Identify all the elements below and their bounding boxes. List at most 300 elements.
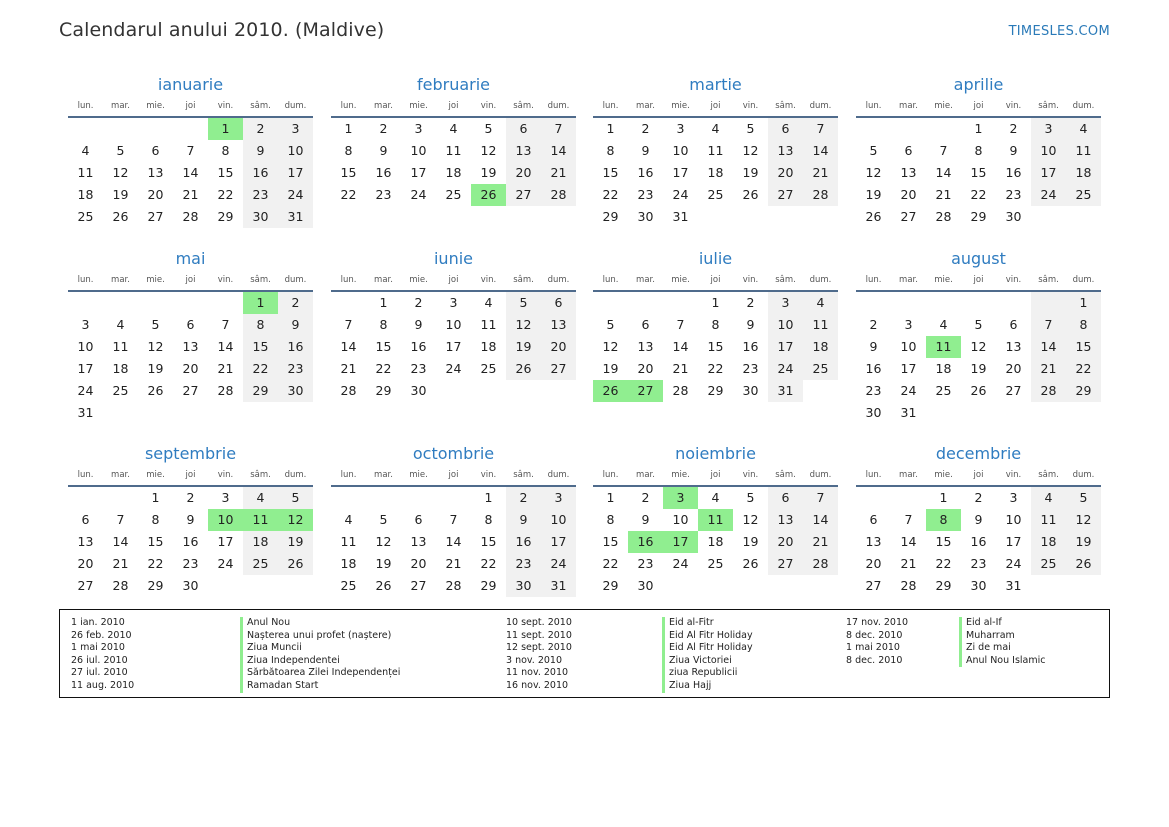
day-cell[interactable]: 9 [414, 317, 423, 332]
day-cell[interactable]: 5 [606, 317, 615, 332]
day-cell[interactable]: 28 [340, 383, 357, 398]
day-cell[interactable]: 23 [375, 187, 392, 202]
day-cell[interactable]: 16 [742, 339, 759, 354]
day-cell[interactable]: 17 [278, 162, 313, 184]
day-cell[interactable]: 9 [186, 512, 195, 527]
day-cell[interactable]: 6 [768, 487, 803, 509]
day-cell[interactable]: 29 [243, 380, 278, 402]
day-cell[interactable]: 24 [541, 553, 576, 575]
day-cell[interactable]: 16 [182, 534, 199, 549]
day-cell[interactable]: 6 [414, 512, 423, 527]
day-cell[interactable]: 29 [602, 578, 619, 593]
day-cell[interactable]: 5 [379, 512, 388, 527]
day-cell[interactable]: 8 [711, 317, 720, 332]
day-cell[interactable]: 16 [375, 165, 392, 180]
day-cell[interactable]: 31 [900, 405, 917, 420]
day-cell[interactable]: 12 [865, 165, 882, 180]
day-cell[interactable]: 13 [637, 339, 654, 354]
day-cell[interactable]: 15 [243, 336, 278, 358]
day-cell[interactable]: 1 [344, 121, 353, 136]
day-cell[interactable]: 1 [974, 121, 983, 136]
day-cell[interactable]: 30 [970, 578, 987, 593]
day-cell[interactable]: 9 [746, 317, 755, 332]
day-cell[interactable]: 12 [602, 339, 619, 354]
day-cell[interactable]: 31 [768, 380, 803, 402]
day-cell[interactable]: 7 [221, 317, 230, 332]
day-cell[interactable]: 22 [147, 556, 164, 571]
day-cell[interactable]: 29 [217, 209, 234, 224]
day-cell[interactable]: 14 [935, 165, 952, 180]
day-cell[interactable]: 28 [217, 383, 234, 398]
day-cell[interactable]: 22 [243, 358, 278, 380]
day-cell[interactable]: 13 [768, 140, 803, 162]
day-cell[interactable]: 27 [900, 209, 917, 224]
day-cell[interactable]: 6 [768, 118, 803, 140]
day-cell[interactable]: 25 [77, 209, 94, 224]
day-cell[interactable]: 10 [1031, 140, 1066, 162]
day-cell[interactable]: 7 [1031, 314, 1066, 336]
day-cell[interactable]: 22 [602, 187, 619, 202]
day-cell[interactable]: 21 [672, 361, 689, 376]
day-cell[interactable]: 12 [278, 509, 313, 531]
day-cell[interactable]: 2 [869, 317, 878, 332]
day-cell[interactable]: 25 [1031, 553, 1066, 575]
day-cell[interactable]: 12 [1066, 509, 1101, 531]
day-cell[interactable]: 21 [340, 361, 357, 376]
day-cell[interactable]: 25 [707, 556, 724, 571]
day-cell[interactable]: 7 [344, 317, 353, 332]
day-cell[interactable]: 13 [541, 314, 576, 336]
day-cell[interactable]: 30 [1005, 209, 1022, 224]
day-cell[interactable]: 9 [278, 314, 313, 336]
day-cell[interactable]: 28 [182, 209, 199, 224]
day-cell[interactable]: 15 [935, 534, 952, 549]
day-cell[interactable]: 19 [742, 165, 759, 180]
day-cell[interactable]: 29 [147, 578, 164, 593]
day-cell[interactable]: 8 [243, 314, 278, 336]
day-cell[interactable]: 8 [484, 512, 493, 527]
day-cell[interactable]: 26 [593, 380, 628, 402]
day-cell[interactable]: 2 [641, 121, 650, 136]
day-cell[interactable]: 25 [445, 187, 462, 202]
day-cell[interactable]: 15 [602, 165, 619, 180]
day-cell[interactable]: 23 [506, 553, 541, 575]
day-cell[interactable]: 24 [278, 184, 313, 206]
day-cell[interactable]: 1 [711, 295, 720, 310]
day-cell[interactable]: 19 [480, 165, 497, 180]
day-cell[interactable]: 25 [935, 383, 952, 398]
day-cell[interactable]: 19 [506, 336, 541, 358]
day-cell[interactable]: 18 [112, 361, 129, 376]
day-cell[interactable]: 6 [81, 512, 90, 527]
day-cell[interactable]: 24 [77, 383, 94, 398]
day-cell[interactable]: 19 [742, 534, 759, 549]
day-cell[interactable]: 5 [1066, 487, 1101, 509]
day-cell[interactable]: 10 [445, 317, 462, 332]
day-cell[interactable]: 8 [221, 143, 230, 158]
day-cell[interactable]: 9 [641, 512, 650, 527]
day-cell[interactable]: 3 [768, 292, 803, 314]
day-cell[interactable]: 20 [768, 162, 803, 184]
day-cell[interactable]: 2 [746, 295, 755, 310]
day-cell[interactable]: 7 [939, 143, 948, 158]
day-cell[interactable]: 30 [243, 206, 278, 228]
day-cell[interactable]: 30 [278, 380, 313, 402]
day-cell[interactable]: 7 [803, 487, 838, 509]
day-cell[interactable]: 12 [742, 143, 759, 158]
day-cell[interactable]: 30 [865, 405, 882, 420]
day-cell[interactable]: 16 [637, 165, 654, 180]
day-cell[interactable]: 1 [243, 292, 278, 314]
day-cell[interactable]: 26 [375, 578, 392, 593]
day-cell[interactable]: 22 [480, 556, 497, 571]
day-cell[interactable]: 8 [1066, 314, 1101, 336]
day-cell[interactable]: 21 [112, 556, 129, 571]
day-cell[interactable]: 25 [340, 578, 357, 593]
day-cell[interactable]: 22 [935, 556, 952, 571]
day-cell[interactable]: 13 [410, 534, 427, 549]
day-cell[interactable]: 8 [379, 317, 388, 332]
day-cell[interactable]: 24 [900, 383, 917, 398]
day-cell[interactable]: 27 [768, 184, 803, 206]
day-cell[interactable]: 11 [340, 534, 357, 549]
day-cell[interactable]: 7 [803, 118, 838, 140]
day-cell[interactable]: 3 [904, 317, 913, 332]
day-cell[interactable]: 12 [970, 339, 987, 354]
day-cell[interactable]: 14 [803, 140, 838, 162]
day-cell[interactable]: 13 [147, 165, 164, 180]
day-cell[interactable]: 11 [77, 165, 94, 180]
day-cell[interactable]: 30 [182, 578, 199, 593]
day-cell[interactable]: 3 [81, 317, 90, 332]
day-cell[interactable]: 27 [768, 553, 803, 575]
day-cell[interactable]: 10 [768, 314, 803, 336]
day-cell[interactable]: 21 [900, 556, 917, 571]
day-cell[interactable]: 24 [410, 187, 427, 202]
day-cell[interactable]: 24 [672, 187, 689, 202]
day-cell[interactable]: 14 [672, 339, 689, 354]
day-cell[interactable]: 24 [445, 361, 462, 376]
day-cell[interactable]: 5 [484, 121, 493, 136]
day-cell[interactable]: 16 [506, 531, 541, 553]
day-cell[interactable]: 27 [865, 578, 882, 593]
day-cell[interactable]: 19 [1066, 531, 1101, 553]
day-cell[interactable]: 23 [243, 184, 278, 206]
day-cell[interactable]: 18 [1066, 162, 1101, 184]
day-cell[interactable]: 11 [698, 509, 733, 531]
day-cell[interactable]: 18 [243, 531, 278, 553]
day-cell[interactable]: 10 [1005, 512, 1022, 527]
day-cell[interactable]: 23 [865, 383, 882, 398]
day-cell[interactable]: 27 [410, 578, 427, 593]
day-cell[interactable]: 26 [278, 553, 313, 575]
day-cell[interactable]: 16 [865, 361, 882, 376]
day-cell[interactable]: 8 [974, 143, 983, 158]
day-cell[interactable]: 7 [676, 317, 685, 332]
day-cell[interactable]: 28 [935, 209, 952, 224]
day-cell[interactable]: 3 [663, 487, 698, 509]
day-cell[interactable]: 4 [116, 317, 125, 332]
day-cell[interactable]: 30 [410, 383, 427, 398]
day-cell[interactable]: 23 [742, 361, 759, 376]
day-cell[interactable]: 21 [541, 162, 576, 184]
day-cell[interactable]: 17 [1031, 162, 1066, 184]
day-cell[interactable]: 29 [707, 383, 724, 398]
day-cell[interactable]: 17 [672, 165, 689, 180]
day-cell[interactable]: 4 [484, 295, 493, 310]
day-cell[interactable]: 29 [970, 209, 987, 224]
day-cell[interactable]: 3 [1031, 118, 1066, 140]
day-cell[interactable]: 27 [506, 184, 541, 206]
day-cell[interactable]: 24 [672, 556, 689, 571]
day-cell[interactable]: 31 [1005, 578, 1022, 593]
day-cell[interactable]: 9 [243, 140, 278, 162]
day-cell[interactable]: 3 [278, 118, 313, 140]
day-cell[interactable]: 20 [506, 162, 541, 184]
day-cell[interactable]: 21 [182, 187, 199, 202]
day-cell[interactable]: 13 [1005, 339, 1022, 354]
day-cell[interactable]: 27 [77, 578, 94, 593]
day-cell[interactable]: 26 [112, 209, 129, 224]
day-cell[interactable]: 7 [904, 512, 913, 527]
day-cell[interactable]: 1 [606, 490, 615, 505]
day-cell[interactable]: 25 [803, 358, 838, 380]
day-cell[interactable]: 21 [803, 531, 838, 553]
day-cell[interactable]: 2 [414, 295, 423, 310]
day-cell[interactable]: 14 [445, 534, 462, 549]
day-cell[interactable]: 26 [742, 556, 759, 571]
day-cell[interactable]: 22 [602, 556, 619, 571]
day-cell[interactable]: 12 [147, 339, 164, 354]
day-cell[interactable]: 10 [541, 509, 576, 531]
day-cell[interactable]: 10 [278, 140, 313, 162]
day-cell[interactable]: 23 [970, 556, 987, 571]
day-cell[interactable]: 5 [506, 292, 541, 314]
day-cell[interactable]: 22 [375, 361, 392, 376]
day-cell[interactable]: 4 [344, 512, 353, 527]
day-cell[interactable]: 20 [147, 187, 164, 202]
day-cell[interactable]: 1 [606, 121, 615, 136]
day-cell[interactable]: 16 [628, 531, 663, 553]
day-cell[interactable]: 25 [480, 361, 497, 376]
day-cell[interactable]: 16 [410, 339, 427, 354]
day-cell[interactable]: 28 [803, 553, 838, 575]
brand-link[interactable]: TIMESLES.COM [1008, 24, 1110, 39]
day-cell[interactable]: 20 [1005, 361, 1022, 376]
day-cell[interactable]: 22 [707, 361, 724, 376]
day-cell[interactable]: 5 [151, 317, 160, 332]
day-cell[interactable]: 14 [1031, 336, 1066, 358]
day-cell[interactable]: 17 [900, 361, 917, 376]
day-cell[interactable]: 21 [445, 556, 462, 571]
day-cell[interactable]: 19 [147, 361, 164, 376]
day-cell[interactable]: 13 [506, 140, 541, 162]
day-cell[interactable]: 19 [970, 361, 987, 376]
day-cell[interactable]: 10 [672, 143, 689, 158]
day-cell[interactable]: 13 [182, 339, 199, 354]
day-cell[interactable]: 8 [151, 512, 160, 527]
day-cell[interactable]: 20 [77, 556, 94, 571]
day-cell[interactable]: 23 [278, 358, 313, 380]
day-cell[interactable]: 7 [541, 118, 576, 140]
day-cell[interactable]: 6 [641, 317, 650, 332]
day-cell[interactable]: 5 [974, 317, 983, 332]
day-cell[interactable]: 3 [414, 121, 423, 136]
day-cell[interactable]: 5 [278, 487, 313, 509]
day-cell[interactable]: 2 [506, 487, 541, 509]
day-cell[interactable]: 23 [637, 187, 654, 202]
day-cell[interactable]: 4 [449, 121, 458, 136]
day-cell[interactable]: 27 [541, 358, 576, 380]
day-cell[interactable]: 17 [1005, 534, 1022, 549]
day-cell[interactable]: 20 [541, 336, 576, 358]
day-cell[interactable]: 13 [900, 165, 917, 180]
day-cell[interactable]: 28 [112, 578, 129, 593]
day-cell[interactable]: 30 [742, 383, 759, 398]
day-cell[interactable]: 17 [768, 336, 803, 358]
day-cell[interactable]: 30 [637, 209, 654, 224]
day-cell[interactable]: 4 [711, 490, 720, 505]
day-cell[interactable]: 17 [663, 531, 698, 553]
day-cell[interactable]: 4 [1031, 487, 1066, 509]
day-cell[interactable]: 14 [182, 165, 199, 180]
day-cell[interactable]: 11 [707, 143, 724, 158]
day-cell[interactable]: 16 [1005, 165, 1022, 180]
day-cell[interactable]: 18 [803, 336, 838, 358]
day-cell[interactable]: 8 [344, 143, 353, 158]
day-cell[interactable]: 6 [506, 118, 541, 140]
day-cell[interactable]: 15 [217, 165, 234, 180]
day-cell[interactable]: 2 [974, 490, 983, 505]
day-cell[interactable]: 11 [1031, 509, 1066, 531]
day-cell[interactable]: 23 [410, 361, 427, 376]
day-cell[interactable]: 2 [243, 118, 278, 140]
day-cell[interactable]: 12 [742, 512, 759, 527]
day-cell[interactable]: 11 [926, 336, 961, 358]
day-cell[interactable]: 21 [217, 361, 234, 376]
day-cell[interactable]: 29 [375, 383, 392, 398]
day-cell[interactable]: 14 [217, 339, 234, 354]
day-cell[interactable]: 6 [869, 512, 878, 527]
day-cell[interactable]: 15 [1066, 336, 1101, 358]
day-cell[interactable]: 24 [1005, 556, 1022, 571]
day-cell[interactable]: 25 [1066, 184, 1101, 206]
day-cell[interactable]: 7 [449, 512, 458, 527]
day-cell[interactable]: 13 [768, 509, 803, 531]
day-cell[interactable]: 14 [541, 140, 576, 162]
day-cell[interactable]: 12 [506, 314, 541, 336]
day-cell[interactable]: 15 [602, 534, 619, 549]
day-cell[interactable]: 13 [77, 534, 94, 549]
day-cell[interactable]: 23 [182, 556, 199, 571]
day-cell[interactable]: 16 [243, 162, 278, 184]
day-cell[interactable]: 21 [1031, 358, 1066, 380]
day-cell[interactable]: 23 [1005, 187, 1022, 202]
day-cell[interactable]: 23 [637, 556, 654, 571]
day-cell[interactable]: 15 [340, 165, 357, 180]
day-cell[interactable]: 19 [278, 531, 313, 553]
day-cell[interactable]: 6 [541, 292, 576, 314]
day-cell[interactable]: 16 [278, 336, 313, 358]
day-cell[interactable]: 5 [869, 143, 878, 158]
day-cell[interactable]: 10 [672, 512, 689, 527]
day-cell[interactable]: 2 [278, 292, 313, 314]
day-cell[interactable]: 22 [217, 187, 234, 202]
day-cell[interactable]: 31 [672, 209, 689, 224]
day-cell[interactable]: 12 [375, 534, 392, 549]
day-cell[interactable]: 15 [970, 165, 987, 180]
day-cell[interactable]: 10 [77, 339, 94, 354]
day-cell[interactable]: 5 [116, 143, 125, 158]
day-cell[interactable]: 15 [147, 534, 164, 549]
day-cell[interactable]: 25 [243, 553, 278, 575]
day-cell[interactable]: 18 [340, 556, 357, 571]
day-cell[interactable]: 26 [147, 383, 164, 398]
day-cell[interactable]: 21 [935, 187, 952, 202]
day-cell[interactable]: 2 [641, 490, 650, 505]
day-cell[interactable]: 18 [707, 165, 724, 180]
day-cell[interactable]: 1 [484, 490, 493, 505]
day-cell[interactable]: 4 [1066, 118, 1101, 140]
day-cell[interactable]: 9 [506, 509, 541, 531]
day-cell[interactable]: 14 [340, 339, 357, 354]
day-cell[interactable]: 5 [746, 121, 755, 136]
day-cell[interactable]: 17 [410, 165, 427, 180]
day-cell[interactable]: 4 [939, 317, 948, 332]
day-cell[interactable]: 20 [637, 361, 654, 376]
day-cell[interactable]: 2 [1009, 121, 1018, 136]
day-cell[interactable]: 22 [1066, 358, 1101, 380]
day-cell[interactable]: 11 [480, 317, 497, 332]
day-cell[interactable]: 27 [182, 383, 199, 398]
day-cell[interactable]: 29 [1066, 380, 1101, 402]
day-cell[interactable]: 17 [217, 534, 234, 549]
day-cell[interactable]: 14 [112, 534, 129, 549]
day-cell[interactable]: 28 [803, 184, 838, 206]
day-cell[interactable]: 29 [480, 578, 497, 593]
day-cell[interactable]: 27 [1005, 383, 1022, 398]
day-cell[interactable]: 26 [742, 187, 759, 202]
day-cell[interactable]: 8 [606, 512, 615, 527]
day-cell[interactable]: 19 [112, 187, 129, 202]
day-cell[interactable]: 26 [865, 209, 882, 224]
day-cell[interactable]: 11 [445, 143, 462, 158]
day-cell[interactable]: 11 [803, 314, 838, 336]
day-cell[interactable]: 19 [375, 556, 392, 571]
day-cell[interactable]: 3 [221, 490, 230, 505]
day-cell[interactable]: 1 [1066, 292, 1101, 314]
day-cell[interactable]: 12 [112, 165, 129, 180]
day-cell[interactable]: 4 [711, 121, 720, 136]
day-cell[interactable]: 11 [1066, 140, 1101, 162]
day-cell[interactable]: 17 [541, 531, 576, 553]
day-cell[interactable]: 24 [1031, 184, 1066, 206]
day-cell[interactable]: 24 [217, 556, 234, 571]
day-cell[interactable]: 18 [1031, 531, 1066, 553]
day-cell[interactable]: 26 [1066, 553, 1101, 575]
day-cell[interactable]: 31 [541, 575, 576, 597]
day-cell[interactable]: 8 [606, 143, 615, 158]
day-cell[interactable]: 25 [112, 383, 129, 398]
day-cell[interactable]: 3 [1009, 490, 1018, 505]
day-cell[interactable]: 29 [935, 578, 952, 593]
day-cell[interactable]: 4 [81, 143, 90, 158]
day-cell[interactable]: 17 [77, 361, 94, 376]
day-cell[interactable]: 6 [186, 317, 195, 332]
day-cell[interactable]: 28 [672, 383, 689, 398]
day-cell[interactable]: 9 [974, 512, 983, 527]
day-cell[interactable]: 24 [768, 358, 803, 380]
